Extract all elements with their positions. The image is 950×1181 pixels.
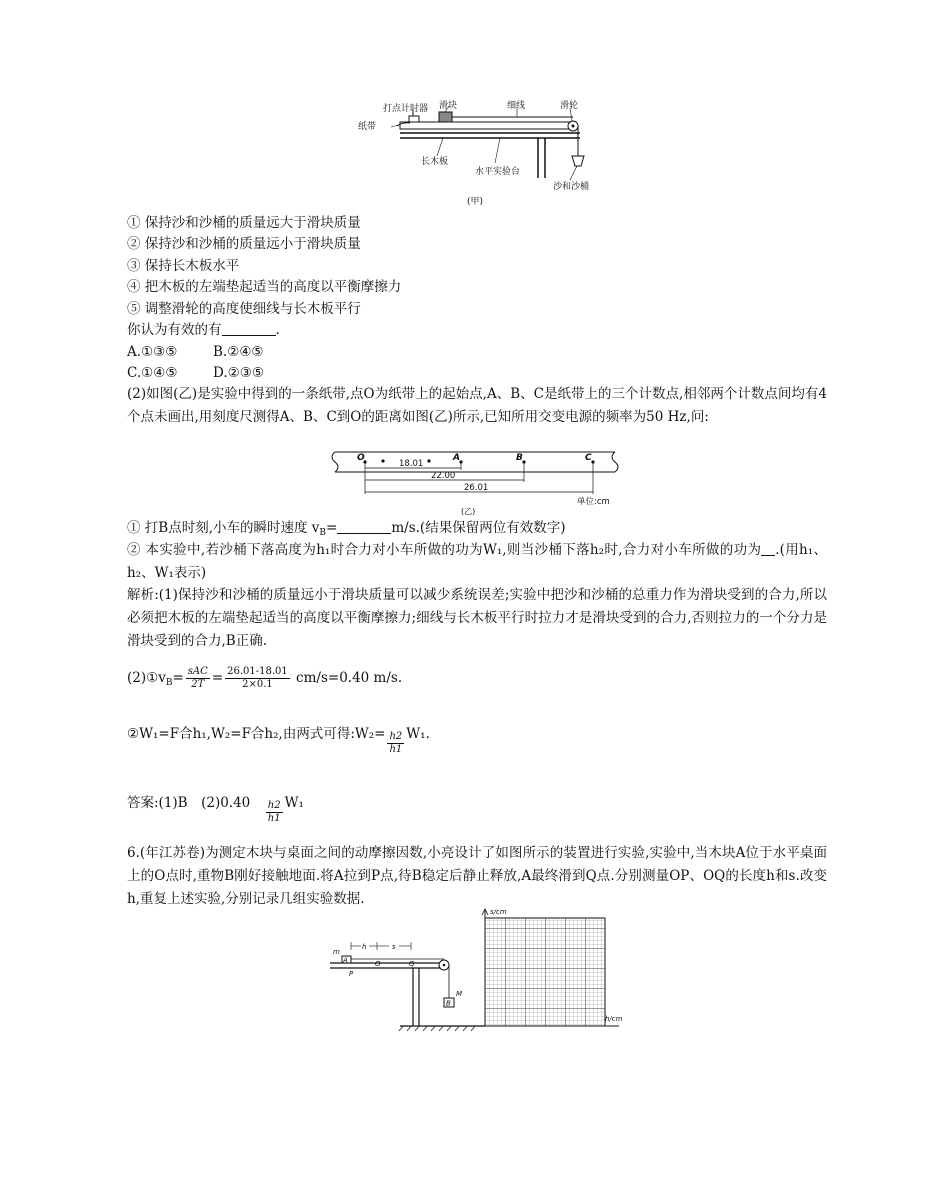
point-C: C: [585, 453, 592, 463]
label-pulley: 滑轮: [560, 101, 579, 111]
question-1-suffix: .: [275, 322, 280, 338]
answer-suffix: W₁: [284, 795, 304, 811]
distance-OB: 22.00: [431, 471, 456, 481]
label-O: O: [375, 960, 381, 968]
choice-b: B.②④⑤: [213, 344, 264, 360]
option-3: ③ 保持长木板水平: [127, 258, 240, 274]
choice-d: D.②③⑤: [213, 365, 264, 381]
figure-caption-yi: (乙): [461, 507, 476, 516]
sol2-text: ②W₁=F合h₁,W₂=F合h₂,由两式可得:W₂=: [127, 726, 386, 742]
answer-blank-1[interactable]: [222, 321, 276, 336]
label-table: 水平实验台: [475, 167, 521, 177]
choices-row-1: [127, 342, 264, 362]
question-1-prompt: [127, 320, 280, 340]
option-4: ④ 把木板的左端垫起适当的高度以平衡摩擦力: [127, 279, 402, 295]
distance-OA: 18.01: [399, 459, 424, 469]
question-2-text: (2)如图(乙)是实验中得到的一条纸带,点O为纸带上的起始点,A、B、C是纸带上的三个计数点,相邻两个计数点间均有4个点未画出,用刻度尺测得A、B、C到O的距离如图(乙)所示,已知所用交变电源的频率为50 Hz,问:: [127, 386, 827, 425]
label-bucket: 沙和沙桶: [553, 182, 590, 192]
option-5: ⑤ 调整滑轮的高度使细线与长木板平行: [127, 301, 361, 317]
sol1-fraction-1: [186, 666, 210, 691]
analysis-text: 解析:(1)保持沙和沙桶的质量远小于滑块质量可以减少系统误差;实验中把沙和沙桶的总重力作为滑块受到的合力,所以必须把木板的左端垫起适当的高度以平衡摩擦力;细线与长木板平行时拉力才是滑块受到的合力,否则拉力的一个分力是滑块受到的合力,B正确.: [127, 587, 827, 649]
apparatus-figure-jia: [355, 98, 605, 210]
sol1-eq: =: [172, 670, 184, 686]
sol1-prefix: (2)①v: [127, 670, 166, 686]
sol1-frac2-num: 26.01-18.01: [227, 666, 288, 677]
distance-OC: 26.01: [464, 483, 489, 493]
sol2-fraction: [387, 731, 404, 756]
grid-x-axis-label: h/cm: [605, 1015, 623, 1023]
figure-caption-jia: (甲): [467, 197, 484, 207]
q2-1-eq: =: [326, 520, 338, 536]
answer-frac-num: h2: [267, 800, 281, 811]
sol1-eq2: =: [211, 670, 224, 686]
label-slider: 滑块: [439, 101, 458, 111]
unit-label: 单位:cm: [577, 497, 610, 507]
question-6-text: 6.(年江苏卷)为测定木块与桌面之间的动摩擦因数,小亮设计了如图所示的装置进行实验,实验中,当木块A位于水平桌面上的O点时,重物B刚好接触地面.将A拉到P点,待B稳定后静止释放,A最终滑到Q点.分别测量OP、OQ的长度h和s.改变h,重复上述实验,分别记录几组实验数据.: [127, 845, 827, 907]
q2-1-prefix: ① 打B点时刻,小车的瞬时速度 v: [127, 520, 320, 536]
sol2-suffix: W₁.: [406, 726, 430, 742]
question-1-prefix: 你认为有效的有: [127, 322, 222, 338]
label-m: m: [333, 948, 340, 956]
label-board: 长木板: [421, 157, 449, 167]
point-B: B: [516, 453, 523, 463]
choices-row-2: [127, 363, 264, 383]
sol1-frac1-den: 2T: [191, 679, 205, 690]
choice-a: A.①③⑤: [127, 344, 178, 360]
label-Q: Q: [409, 960, 415, 968]
sol1-sub: B: [165, 678, 173, 688]
q2-2-text: ② 本实验中,若沙桶下落高度为h₁时合力对小车所做的功为W₁,则当沙桶下落h₂时,合力对小车所做的功为: [127, 542, 762, 558]
paper-tape-figure-yi: [325, 448, 620, 516]
option-2: ② 保持沙和沙桶的质量远小于滑块质量: [127, 236, 361, 252]
label-timer: 打点计时器: [383, 104, 429, 114]
point-A: A: [453, 453, 460, 463]
sol1-frac1-num: sAC: [187, 666, 208, 677]
label-string: 细线: [507, 101, 526, 111]
label-M: M: [456, 990, 463, 998]
friction-apparatus-figure: [325, 908, 625, 1034]
solution-1: [127, 658, 402, 698]
label-A: A: [343, 956, 348, 965]
q2-1-sub: B: [319, 528, 327, 538]
answer-frac-den: h1: [267, 813, 281, 824]
answer-line: [127, 791, 304, 831]
grid-y-axis-label: s/cm: [490, 908, 507, 916]
label-P: P: [349, 970, 354, 978]
label-h: h: [362, 943, 367, 951]
answer-text: 答案:(1)B (2)0.40: [127, 795, 264, 811]
sol1-result: cm/s=0.40 m/s.: [291, 670, 403, 686]
sol2-frac-num: h2: [389, 731, 403, 742]
sol1-fraction-2: [225, 666, 290, 691]
q2-1-suffix: m/s.(结果保留两位有效数字): [391, 520, 566, 536]
answer-fraction: [266, 800, 283, 825]
solution-2: [127, 722, 430, 762]
choice-c: C.①④⑤: [127, 365, 178, 381]
sol2-frac-den: h1: [389, 744, 403, 755]
point-O: O: [357, 453, 365, 463]
label-B: B: [446, 999, 451, 1008]
q2-2-suffix: .(用h₁、h₂、W₁表示): [127, 542, 827, 581]
sol1-frac2-den: 2×0.1: [242, 679, 273, 690]
answer-blank-2[interactable]: [337, 519, 391, 534]
label-s: s: [392, 943, 396, 951]
question-2-2: [127, 539, 827, 585]
answer-blank-3[interactable]: [761, 541, 775, 556]
option-1: ① 保持沙和沙桶的质量远大于滑块质量: [127, 215, 361, 231]
label-tape: 纸带: [358, 122, 377, 132]
